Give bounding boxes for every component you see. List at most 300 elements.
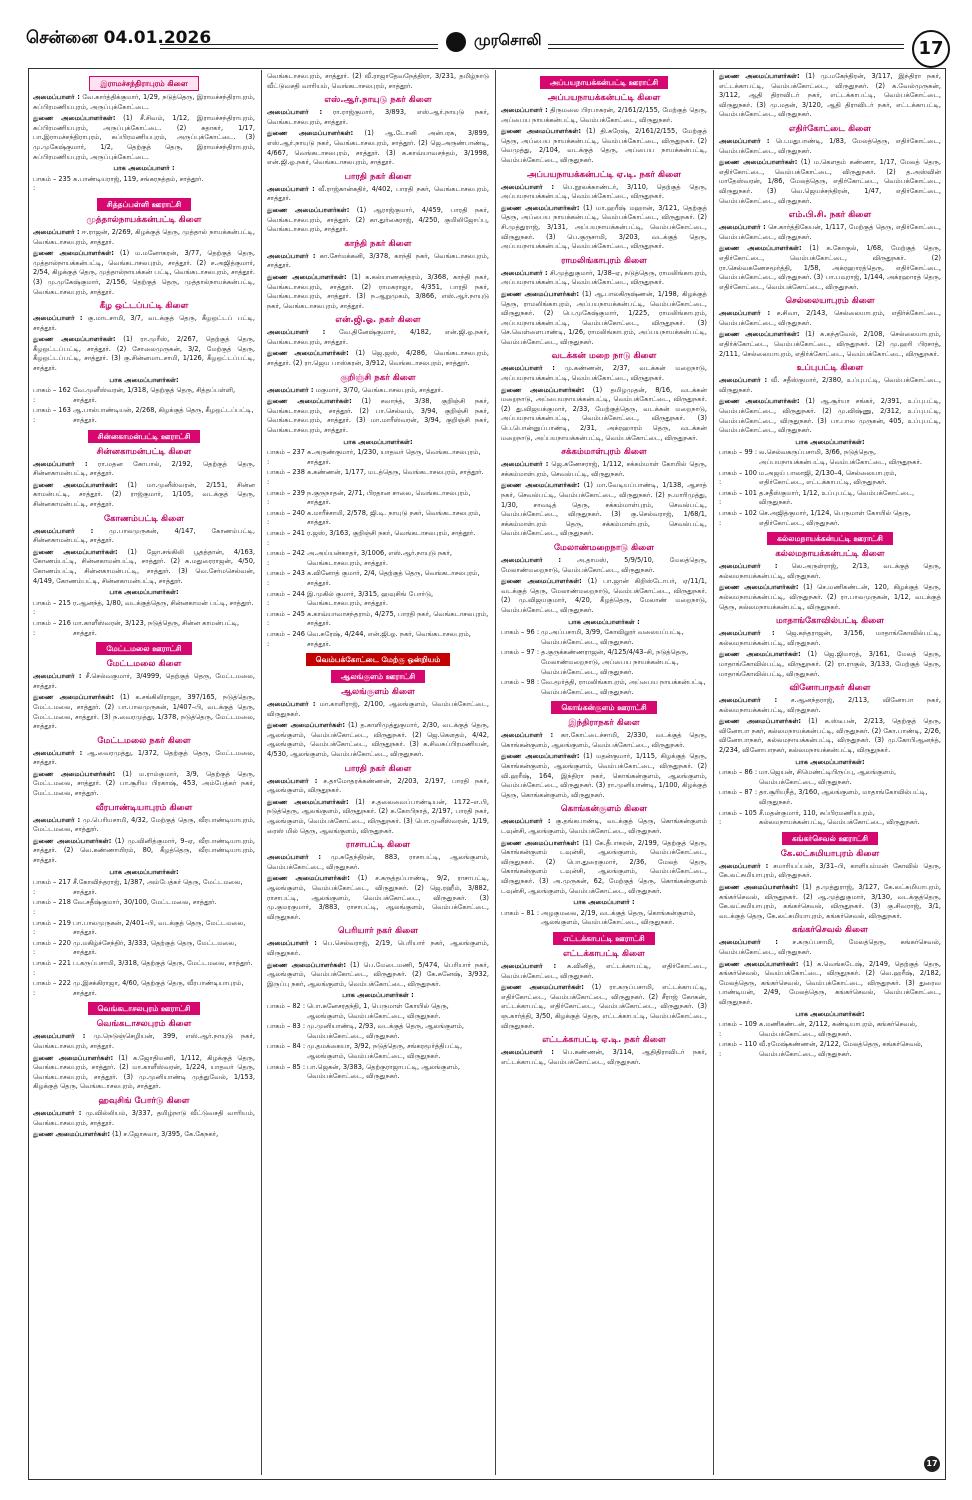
part-entry: [719, 768, 941, 787]
entry-role-label: துணை அமைப்பாளர்கள்:: [501, 577, 582, 586]
section-banner: வெங்கடாசலபுரம் ஊராட்சி: [88, 1002, 201, 1015]
part-number: பாகம் – 220 :: [33, 938, 71, 957]
entry-text: அ.தாமஸ், 5/9/5/10, மேலத்தெரு, மேலாண்மறைநாடு, வெம்பக்கோட்டை, விருதுநகர்.: [501, 555, 707, 574]
entry-paragraph: [501, 269, 707, 288]
part-entry: [33, 959, 255, 978]
section-banner: எட்டக்காபட்டி ஊராட்சி: [553, 932, 655, 945]
entry-role-label: அமைப்பாளர் :: [33, 815, 81, 824]
entry-paragraph: [33, 460, 255, 479]
entry-paragraph: [33, 672, 255, 691]
entry-text: (1) சீ.சிவம், 1/12, இராமச்சந்திராபுரம், சுப்பிரமணியபுரம், அருப்புக்கோட்டை. (2) சுதாகர், 1/17, பா.இராமச்சந்திராபுரம், சுப்பிரமணியபுரம், அருப்புக்கோட்டை. (3) மு.முகேஷ்குமார், 1/2, தெற்குத் தெரு, இராமச்சந்திராபுரம், சுப்பிரமணியபுரம், அருப்புக்கோட்டை.: [33, 114, 255, 161]
entry-role-label: அமைப்பாளர் :: [501, 817, 551, 826]
entry-text: (1) த.காளிமுத்துகுமார், 2/30, வடக்குத் தெரு, ஆலங்குளம், வெம்பக்கோட்டை, விருதுநகர். (2) ஜெ.கௌதம், 4/42, ஆலங்குளம், வெம்பக்கோட்டை, விருதுநகர். (3) க.சிவசுப்பிரமணியன், 4/530, ஆலங்குளம், வெம்பக்கோட்டை, விருதுநகர்.: [267, 721, 489, 759]
part-number: பாகம் – 237 :: [267, 448, 305, 466]
section-banner: சித்தப்பள்ளி ஊராட்சி: [97, 198, 191, 211]
part-number: பாகம் – 239 :: [267, 488, 305, 507]
entry-paragraph: [33, 335, 255, 373]
part-details: ர.ஜஸ், 3/163, குறிஞ்சி நகர், வெங்கடாசலபுரம், சாத்தூர்.: [307, 528, 476, 537]
branch-heading: சக்கம்மாள்புரம் கிளை: [561, 447, 647, 458]
entry-paragraph: [33, 481, 255, 510]
entry-role-label: துணை அமைப்பாளர்கள்:: [719, 650, 801, 659]
entry-text: (1) மு.மகேந்திரன், 3/117, இந்திரா நகர், எட்டக்காபட்டி, வெம்பக்கோட்டை, விருதுநகர். (2) க.வேல்முருகன், 3/112, ஆதி திராவிடர் நகர், எட்டக்காபட்டி, வெம்பக்கோட்டை, விருதுநகர். (3) மு.மதன், 3/120, ஆதி திராவிடர் நகர், எட்டக்காபட்டி, வெம்பக்கோட்டை, விருதுநகர்.: [719, 72, 941, 119]
entry-text: (1) ஜெ.ஜிமாரத், 3/161, மேலத் தெரு, மாதாங்கோவில்பட்டி, விருதுநகர். (2) ரா.ராகுல், 3/133, மேற்குத் தெரு, மாதாங்கோவில்பட்டி, விருதுநகர்.: [719, 650, 941, 678]
part-details: மு.அப்பசாமி, 3/99, கோவிலூர் வலையப்பட்டி, வெம்பக்கோட்டை, விருதுநகர்.: [541, 628, 684, 646]
entry-paragraph: [267, 777, 489, 796]
entry-text: மகுமார், 3/70, வெங்கடாசலபுரம், சாத்தூர்.: [315, 385, 444, 394]
entry-role-label: துணை அமைப்பாளர்கள்:: [719, 883, 799, 891]
part-details: சீ.மதன்குமார், 110, சுப்பிரமணியபுரம், கல்லமநாயக்கன்பட்டி, வெம்பக்கோட்டை, விருதுநகர்.: [759, 808, 920, 827]
branch-heading: ராசாபட்டி கிளை: [345, 840, 411, 851]
entry-text: மு.வில்லியம், 3/337, தமிழ்நாடு வீட்டுவசதி வாரியம், வெங்கடாசலபுரம், சாத்தூர்.: [33, 1108, 255, 1127]
entry-role-label: அமைப்பாளர் :: [33, 748, 83, 757]
entry-role-label: அமைப்பாளர் :: [267, 385, 314, 394]
entry-text: (1) ஆ.சூர்யா சங்கர், 2/391, உப்புபட்டி, வெம்பக்கோட்டை, விருதுநகர். (2) மு.விஷ்ணு, 2/312, உப்புபட்டி, வெம்பக்கோட்டை, விருதுநகர். (3) பா.பால முருகன், 405, உப்புபட்டி, வெம்பக்கோட்டை, விருதுநகர்.: [719, 397, 941, 435]
part-entry: [501, 678, 707, 697]
entry-text: (1) ஆராஜ்குமார், 4/459, பாரதி நகர், வெங்கடாசலபுரம், சாத்தூர். (2) கா.துர்கைராஜ், 4/250, குமிலிஜோப்பு, வெங்கடாசலபுரம், சாத்தூர்.: [267, 205, 489, 234]
entry-text: (1) செ.மணிகண்டன், 120, கிழக்குத் தெரு, கல்லமநாயக்கன்பட்டி, விருதுநகர். (2) ரா.பாலமுருகன், 1/12, வடக்குத் தெரு, கல்லமநாயக்கன்பட்டி, விருதுநகர்.: [719, 583, 941, 611]
part-entry: [719, 788, 941, 807]
column-1: [33, 72, 255, 1472]
part-number: பாகம் – 240 :: [267, 508, 305, 527]
part-number: பாகம் – 105 :: [719, 808, 757, 827]
section-banner: ஆலங்குளம் ஊராட்சி: [331, 670, 425, 683]
part-number: பாகம் – 241 :: [267, 528, 305, 547]
branch-heading: எம்.பி.சி. நகர் கிளை: [788, 210, 872, 221]
column-4: [719, 72, 941, 1472]
part-heading: பாக அமைப்பாளர்கள்:: [109, 588, 179, 597]
entry-text: ரா.மதன கோபால், 2/192, தெற்குத் தெரு, சின்னகாமன்பட்டி, சாத்தூர்.: [33, 459, 255, 478]
entry-role-label: அமைப்பாளர் :: [33, 1108, 82, 1117]
part-entry: [501, 909, 707, 928]
entry-role-label: அமைப்பாளர் :: [501, 961, 557, 970]
entry-role-label: துணை அமைப்பாளர்கள்:: [33, 335, 116, 344]
entry-role-label: துணை அமைப்பாளர்கள்:: [33, 693, 114, 702]
branch-heading: முத்தால்நாயக்கன்பட்டி கிளை: [86, 214, 202, 225]
part-details: மு.மகிழ்ச்சேந்திர், 3/333, தெற்குத் தெரு, மேட்டமலை, சாத்தூர்.: [73, 938, 237, 957]
entry-text: செ.கார்த்திகேயன், 1/117, மேற்குத் தெரு, எதிர்கோட்டை, வெம்பக்கோட்டை, விருதுநகர்.: [719, 223, 941, 241]
entry-text: (1) க.ஜோதிமணி, 1/112, கிழக்குத் தெரு, வெங்கடாசலபுரம், சாத்தூர். (2) மா.காளீஸ்வரன், 1/224, யாதவர் தெரு, வெங்கடாசலபுரம், சாத்தூர். (3) மு.முனியாண்டி முத்துவேல், 1/153, கிழக்குத் தெரு, வெங்கடாசலபுரம், சாத்தூர்.: [33, 1053, 255, 1091]
part-details: பா.பாலமுருகன், 2/401–பி, வடக்குத் தெரு, மேட்டமலை, சாத்தூர்.: [73, 918, 246, 937]
entry-text: கு.தங்கபாண்டி, வடக்குத் தெரு, கொங்கன்குளம் டவுன்சி, ஆலங்குளம், வெம்பக்கோட்டை, விருதுநகர்.: [501, 817, 707, 836]
entry-role-label: அமைப்பாளர் :: [33, 227, 80, 236]
entry-paragraph: [33, 114, 255, 162]
masthead: [0, 0, 972, 60]
part-entry: [267, 468, 489, 487]
entry-text: (1) சவாந்த், 3/38, குறிஞ்சி நகர், வெங்கடாசலபுரம், சாத்தூர். (2) பா.செல்வம், 3/94, குறிஞ்சி நகர், வெங்கடாசலபுரம், சாத்தூர். (3) மா.மாரீஸ்வரன், 3/94, குறிஞ்சி நகர், வெங்கடாசலபுரம், சாத்தூர்.: [267, 397, 489, 435]
entry-paragraph: [33, 693, 255, 731]
part-entry: [267, 529, 489, 548]
part-details: மா.காளீஸ்வரன், 3/123, நடுத்தெரு, சின்ன காமன்பட்டி, சாத்தூர்.: [73, 618, 240, 637]
entry-text: திருமலை பிரபாகரன், 2/161/2/155, மேற்குத் தெரு, அப்பைய நாயக்கன்பட்டி, வெம்பக்கோட்டை, விருதுநகர்.: [501, 106, 707, 124]
part-details: மு.இசக்கிராஜா, 4/60, தெற்குத் தெரு, வீரபாண்டியாபுரம், சாத்தூர்.: [73, 979, 244, 997]
entry-paragraph: [501, 460, 707, 479]
entry-role-label: துணை அமைப்பாளர்கள்:: [33, 114, 116, 123]
section-banner: கங்கர்செவல் ஊராட்சி: [782, 832, 878, 845]
entry-text: மா.காளிராஜ், 2/100, ஆலங்குளம், வெம்பக்கோட்டை, விருதுநகர்.: [267, 700, 489, 718]
entry-paragraph: [501, 962, 707, 981]
part-details: த.குருக்கண்ணராஜன், 4/125/4/43–சி, நடுத்தெரு, மேலாண்மறைநாடு, அப்பைய நாயக்கன்பட்டி, வெம்பக்கோட்டை, விருதுநகர்.: [541, 648, 689, 676]
entry-text: மு.பாலமுருகன், 4/147, கோணம்பட்டி, சின்னகாமன்பட்டி, சாத்தூர்.: [33, 526, 255, 545]
part-entry: [719, 809, 941, 828]
part-heading: பாக அமைப்பாளர்கள்:: [109, 867, 179, 876]
part-number: பாகம் – 83 :: [267, 1022, 306, 1031]
part-number: பாகம் – 246 :: [267, 629, 305, 648]
section-banner: மேட்டமலை ஊராட்சி: [96, 642, 191, 655]
entry-paragraph: [33, 249, 255, 297]
entry-role-label: துணை அமைப்பாளர்கள்:: [719, 959, 799, 968]
entry-role-label: அமைப்பாளர் :: [719, 376, 768, 385]
branch-heading: கங்கர்செவல் கிளை: [792, 925, 868, 936]
part-heading: பாக அமைப்பாளர்கள் :: [342, 991, 414, 1000]
part-details: மா.ஜெயன், சிமெண்ட்டிபிருப்பு, ஆலங்குளம், வெம்பக்கோட்டை, விருதுநகர்.: [759, 768, 897, 786]
branch-heading: வினோபாநகர் கிளை: [789, 683, 871, 694]
entry-text: (1) ஜோ.சங்கிலி பூதத்தான், 4/163, கோணம்பட்டி, சின்னகாமன்பட்டி, சாத்தூர். (2) சு.மதுரைராஜன், 4/50, கோணம்பட்டி, சின்னகாமன்பட்டி, சாத்தூர். (3) வெ.சேர்மசெல்வன், 4/149, கோணம்பட்டி, சின்னகாமன்பட்டி, சாத்தூர்.: [33, 547, 255, 585]
entry-paragraph: [267, 129, 489, 167]
entry-role-label: அமைப்பாளர் :: [501, 555, 562, 564]
entry-paragraph: [719, 717, 941, 755]
part-number: பாகம் – 221 :: [33, 958, 71, 977]
entry-role-label: துணை அமைப்பாளர்கள்:: [501, 838, 580, 847]
entry-text: சீ.செல்வகுமார், 3/4999, தெற்குத் தெரு, மேட்டமலை, சாத்தூர்.: [33, 672, 255, 690]
entry-paragraph: [719, 330, 941, 359]
part-number: பாகம் – 162 :: [33, 386, 71, 404]
branch-heading: மேட்டமலை கிளை: [106, 659, 182, 670]
part-entry: [719, 448, 941, 467]
entry-text: ஈ.ராஜன், 2/269, கிழக்குத் தெரு, முத்தால் நாயக்கன்பட்டி, வெங்கடாசலபுரம், சாத்தூர்.: [33, 227, 255, 246]
entry-role-label: துணை அமைப்பாளர்கள்:: [33, 1130, 110, 1139]
part-details: பா.ஜெகன், 3/383, தெற்குராஜாபட்டி, ஆலங்குளம், வெம்பக்கோட்டை, விருதுநகர்.: [307, 1062, 460, 1081]
part-number: பாகம் – 98 :: [501, 678, 540, 687]
entry-role-label: துணை அமைப்பாளர்கள்:: [267, 349, 349, 358]
entry-role-label: துணை அமைப்பாளர்கள்:: [501, 385, 585, 394]
part-entry: [33, 898, 255, 917]
part-details: மு.முனியாண்டி, 2/93, வடக்குத் தெரு, ஆலங்குளம், வெம்பக்கோட்டை, விருதுநகர்.: [307, 1022, 465, 1040]
entry-role-label: அமைப்பாளர் :: [719, 562, 778, 571]
branch-heading: அப்பயநாயக்கன்பட்டி ஏ.டி. நகர் கிளை: [527, 169, 681, 180]
entry-paragraph: [501, 364, 707, 383]
entry-text: (1) க.கோகுல், 1/68, மேற்குத் தெரு, எதிர்கோட்டை, வெம்பக்கோட்டை, விருதுநகர். (2) ரா.செல்வகணேசமூர்த்தி, 1/58, அக்ரஹாரத்தெரு, எதிர்கோட்டை, வெம்பக்கோட்டை, விருதுநகர். (3) பா.பவுராஜ், 1/144, அக்ரஹாரத் தெரு, எதிர்கோட்டை, வெம்பக்கோட்டை, விருதுநகர்.: [719, 244, 941, 291]
part-entry: [33, 406, 255, 425]
part-details: ப.கருப்பசாமி, 3/318, தெற்குத் தெரு, மேட்டமலை, சாத்தூர்.: [73, 958, 253, 967]
entry-paragraph: [501, 817, 707, 836]
entry-role-label: அமைப்பாளர் :: [501, 268, 548, 277]
entry-paragraph: [501, 290, 707, 348]
entry-text: வீ. சதீஸ்குமார், 2/380, உப்புபட்டி, வெம்பக்கோட்டை, விருதுநகர்.: [719, 376, 941, 394]
entry-role-label: துணை அமைப்பாளர்கள்:: [33, 836, 112, 845]
issue-date: சென்னை 04.01.2026: [26, 28, 212, 48]
entry-text: சி.முத்துகுமார், 1/38–ஏ, நடுத்தெரு, ராமலிங்காபுரம், அப்பயநாயக்கன்பட்டி, வெம்பக்கோட்டை, விருதுநகர்.: [501, 268, 707, 287]
entry-role-label: துணை அமைப்பாளர்கள்:: [267, 797, 349, 806]
column-divider-3: [713, 70, 714, 1475]
part-number: பாகம் – 109 :: [719, 1020, 757, 1038]
part-heading: பாக அமைப்பாளர் :: [113, 164, 175, 173]
part-entry: [33, 175, 255, 194]
branch-heading: சின்னகாமன்பட்டி கிளை: [96, 446, 192, 457]
part-heading: பாக அமைப்பாளர்கள்:: [795, 757, 865, 766]
entry-paragraph: [501, 386, 707, 444]
entry-paragraph: [267, 397, 489, 435]
branch-heading: காந்தி நகர் கிளை: [344, 238, 412, 249]
entry-paragraph: [719, 960, 941, 1008]
entry-role-label: துணை அமைப்பாளர்கள்:: [267, 960, 346, 969]
entry-paragraph: [501, 183, 707, 202]
part-number: பாகம் – 243 :: [267, 569, 305, 587]
part-number: பாகம் – 81 :: [501, 908, 540, 917]
entry-paragraph: [719, 137, 941, 156]
entry-paragraph: [719, 223, 941, 242]
part-entry: [267, 630, 489, 649]
branch-heading: உப்புபட்டி கிளை: [796, 363, 864, 374]
entry-text: (1) க.கந்தவேல், 2/108, செல்லையாபுரம், எதிர்க்கோட்டை, வெம்பக்கோட்டை, விருதுநகர். (2) மு.ஹரி பிரசாத், 2/111, செல்லையாபுரம், எதிர்க்கோட்டை, வெம்பக்கோட்டை, விருதுநகர்.: [719, 330, 941, 358]
entry-text: வே.தினேஷ்குமார், 4/182, என்.ஜி.ஓ.நகர், வெங்கடாசலபுரம், சாத்தூர்.: [267, 328, 489, 346]
entry-paragraph: [33, 93, 255, 112]
entry-paragraph: [501, 983, 707, 1031]
part-entry: [501, 628, 707, 647]
entry-paragraph: [267, 72, 489, 91]
entry-text: ஜெ.கணேசராஜ், 1/112, சக்கம்மாள் கோயில் தெரு, சக்கம்மாள்புரம், செவல்பட்டி, விருதுநகர்.: [501, 460, 707, 478]
entry-paragraph: [267, 939, 489, 958]
part-details: அ.அய்யன்காதர், 3/1006, எஸ்.ஆர்.நாயுடு நகர், வெங்கடாசலபுரம், சாத்தூர்.: [307, 549, 452, 567]
rising-sun-logo-icon: [446, 32, 466, 52]
part-details: வே.சதீஷ்குமார், 30/100, மேட்டமலை, சாத்தூர்.: [73, 898, 217, 907]
entry-text: (1) ஜெ.ஜஸ், 4/286, வெங்கடாசலபுரம், சாத்தூர். (2) ரா.ஜெய பாஸ்கரன், 3/912, வெங்கடாசலபுரம், சாத்தூர்.: [267, 349, 489, 368]
entry-paragraph: [719, 862, 941, 881]
branch-heading: ராமலிங்காபுரம் கிளை: [561, 255, 647, 266]
entry-paragraph: [33, 548, 255, 586]
entry-text: (1) க.சங்கிலிராஜா, 397/165, நடுத்தெரு, மேட்டமலை, சாத்தூர். (2) பா.பாலமுருகன், 1/407–பி, வடக்குத் தெரு, மேட்டமலை, சாத்தூர். (3) ந.வைரமுத்து, 1/378, நடுத்தெரு, மேட்டமலை, சாத்தூர்.: [33, 693, 255, 731]
part-entry: [267, 509, 489, 528]
part-details: க.மாரீச்சாமி, 2/578, ஜி.டி. நாயுடு நகர், வெங்கடாசலபுரம், சாத்தூர்.: [307, 508, 481, 527]
entry-paragraph: [501, 481, 707, 539]
entry-role-label: துணை அமைப்பாளர்கள்:: [501, 752, 580, 761]
entry-paragraph: [719, 72, 941, 120]
entry-paragraph: [719, 938, 941, 957]
entry-paragraph: [267, 252, 489, 271]
entry-paragraph: [267, 961, 489, 990]
part-heading: பாக அமைப்பாளர் :: [573, 898, 635, 907]
part-details: க.வினோத் குமார், 2/4, தெற்குத் தெரு, வெங்கடாசலபுரம், சாத்தூர்.: [307, 569, 480, 587]
entry-paragraph: [719, 397, 941, 435]
entry-paragraph: [719, 309, 941, 328]
section-banner: வெம்பக்கோட்டை மேற்கு ஒன்றியம்: [306, 653, 451, 666]
part-entry: [267, 610, 489, 629]
entry-paragraph: [719, 562, 941, 581]
part-details: செ.அஜித்குமார், 1/124, பெருமாள் கோயில் தெரு, எதிர்கோட்டை, விருதுநகர்.: [759, 508, 911, 527]
entry-role-label: அமைப்பாளர் :: [33, 459, 88, 468]
entry-paragraph: [33, 816, 255, 835]
branch-heading: என்.ஜி.ஓ. நகர் கிளை: [335, 315, 421, 326]
part-number: பாகம் – 235 :: [33, 174, 71, 193]
section-banner: அப்பயநாயக்கன்பட்டி ஊராட்சி: [540, 76, 669, 89]
entry-paragraph: [267, 853, 489, 872]
part-entry: [267, 590, 489, 609]
entry-text: (1) ம.ராம்குமார், 3/9, தெற்குத் தெரு, மேட்டமலை, சாத்தூர். (2) பா.சூரிய பிரகாஷ், 453, அம்பேத்கர் நகர், மேட்டமலை, சாத்தூர்.: [33, 769, 255, 798]
entry-text: மு.பெரியசாமி, 4/32, மேற்குத் தெரு, வீரபாண்டியாபுரம், மேட்டமலை, சாத்தூர்.: [33, 815, 255, 834]
part-number: பாகம் – 215 :: [33, 598, 71, 617]
entry-role-label: அமைப்பாளர் :: [719, 861, 769, 870]
entry-role-label: அமைப்பாளர் :: [267, 853, 322, 862]
section-banner: கல்லமநாயக்கன்பட்டி ஊராட்சி: [767, 532, 893, 545]
branch-heading: மாதாங்கோவில்பட்டி கிளை: [775, 616, 884, 627]
part-heading: பாக அமைப்பாளர்கள்:: [343, 437, 413, 446]
part-heading: பாக அமைப்பாளர்கள்:: [795, 437, 865, 446]
branch-heading: கோணம்பட்டி கிளை: [104, 513, 184, 524]
part-entry: [267, 569, 489, 588]
part-number: பாகம் – 216 :: [33, 618, 71, 637]
entry-paragraph: [501, 127, 707, 165]
masthead-rule-right: [548, 44, 904, 49]
part-entry: [719, 489, 941, 508]
entry-paragraph: [33, 1109, 255, 1128]
entry-text: (1) க.வெங்கடேஷ், 2/149, தெற்குத் தெரு, கங்கர்செவல், வெம்பக்கோட்டை, விருதுநகர். (2) வெ.ஹரீஷ், 2/182, மேலத்தெரு, கங்கர்செவல், வெம்பக்கோட்டை, விருதுநகர். (3) துரைவ பாண்டியன், 2/49, மேலத்தெரு, கங்கர்செவல், வெம்பக்கோட்டை, விருதுநகர்.: [719, 959, 941, 1006]
part-entry: [33, 878, 255, 897]
entry-role-label: அமைப்பாளர் :: [719, 938, 778, 947]
entry-role-label: துணை அமைப்பாளர்கள்:: [267, 874, 350, 883]
entry-role-label: துணை அமைப்பாளர்கள்:: [501, 203, 580, 212]
entry-text: ச.சிவா, 2/143, செல்லையாபுரம், எதிர்க்கோட்டை, வெம்பக்கோட்டை, விருதுநகர்.: [719, 309, 941, 327]
entry-role-label: அமைப்பாளர் :: [33, 314, 83, 323]
branch-heading: கல்லமநாயக்கன்பட்டி கிளை: [775, 549, 885, 560]
entry-text: சமாரியப்பன், 3/31–பி, காளியம்மன் கோவில் தெரு, கே.லட்சுமியாபுரம், விருதுநகர்.: [719, 861, 941, 880]
newspaper-name: முரசொலி: [474, 31, 542, 49]
part-number: பாகம் – 82 :: [267, 1001, 306, 1010]
entry-role-label: துணை அமைப்பாளர்கள்:: [33, 547, 118, 556]
part-details: சீ.கோவிந்தராஜ், 1/387, அம்பேத்கர் தெரு, மேட்டமலை, சாத்தூர்.: [73, 878, 243, 896]
entry-role-label: அமைப்பாளர் :: [719, 629, 775, 638]
entry-role-label: அமைப்பாளர் :: [33, 526, 94, 535]
entry-text: ச.தாமோதரக்கண்ணன், 2/203, 2/197, பாரதி நகர், ஆலங்குளம், விருதுநகர்.: [267, 776, 489, 795]
entry-text: (1) க.ஸ்டீபன், 2/213, தெற்குத் தெரு, வினோபா நகர், கல்லமநாயக்கன்பட்டி, விருதுநகர். (2) கோ.பாண்டி, 2/26, வினோபாநகர், கல்லமநாயக்கன்பட்டி, விருதுநகர். (3) மு.கோபிஆனந்த், 2/234, வினோபாநகர், கல்லமநாயக்கன்பட்டி, விருதுநகர்.: [719, 717, 941, 755]
entry-text: (1) ச.ஜோசுவா, 3/395, கே.கேநகர்,: [112, 1130, 219, 1139]
entry-role-label: துணை அமைப்பாளர்கள்:: [501, 481, 580, 490]
entry-text: சு.வினித், எட்டக்காபட்டி, எதிர்கோட்டை, வெம்பக்கோட்டை, விருதுநகர்.: [501, 961, 707, 980]
branch-heading: பெரியார் நகர் கிளை: [337, 926, 419, 937]
part-details: த.சதீஸ்குமார், 1/12, உப்புபட்டி, வெம்பக்கோட்டை, விருதுநகர்.: [759, 488, 915, 507]
entry-role-label: அமைப்பாளர் :: [501, 460, 549, 469]
entry-text: கா.சேர்மக்கனி, 3/378, காந்தி நகர், வெங்கடாசலபுரம், சாத்தூர்.: [267, 251, 489, 270]
entry-paragraph: [33, 1054, 255, 1092]
entry-role-label: துணை அமைப்பாளர்கள்:: [501, 289, 579, 298]
entry-role-label: அமைப்பாளர் :: [267, 939, 317, 948]
part-number: பாகம் – 245 :: [267, 609, 305, 628]
part-entry: [501, 648, 707, 677]
entry-paragraph: [501, 204, 707, 252]
entry-role-label: துணை அமைப்பாளர்கள்:: [719, 583, 799, 592]
branch-heading: எட்டக்காபட்டி கிளை: [563, 948, 645, 959]
part-entry: [719, 1020, 941, 1039]
entry-text: (1) பெ.மேடைமணி, 5/474, பெரியார் நகர், ஆலங்குளம், வெம்பக்கோட்டை, விருதுநகர். (2) கே.சுனேஷ், 3/932, இருப்பு நகர், ஆலங்குளம், வெம்பக்கோட்டை, விருதுநகர்.: [267, 960, 489, 988]
branch-heading: வீரபாண்டியாபுரம் கிளை: [95, 802, 193, 813]
part-number: பாகம் – 163 :: [33, 406, 71, 425]
entry-paragraph: [33, 1032, 255, 1051]
entry-role-label: அமைப்பாளர் :: [33, 672, 82, 681]
entry-role-label: அமைப்பாளர் :: [501, 182, 555, 191]
branch-heading: இந்திராநகர் கிளை: [568, 718, 640, 729]
branch-heading: எஸ்.ஆர்.நாயுடு நகர் கிளை: [324, 95, 432, 106]
column-divider-2: [495, 70, 496, 1475]
entry-text: (1) மா.வேடியப்பாண்டி, 1/138, ஆசாத் நகர், செவல்பட்டி, வெம்பக்கோட்டை, விருதுநகர். (2) ந.மாரிமுத்து, 1/30, சாவடித் தெரு, சக்கம்மாள்புரம், செவல்பட்டி, வெம்பக்கோட்டை, விருதுநகர். (3) கு.செல்வராஜ், 1/68/1, சக்கம்மாள்புரம் தெரு, சக்கம்மாள்புரம், செவல்பட்டி, வெம்பக்கோட்டை, விருதுநகர்.: [501, 481, 707, 538]
part-entry: [719, 509, 941, 528]
part-number: பாகம் – 96 :: [501, 628, 540, 637]
entry-paragraph: [501, 752, 707, 800]
entry-role-label: அமைப்பாளர் :: [267, 184, 315, 193]
branch-heading: ஹவுசிங் போர்டு கிளை: [98, 1095, 190, 1106]
part-number: பாகம் – 87 :: [719, 788, 758, 797]
part-details: வே.மூர்த்தி, ராமலிங்காபுரம், அப்பைய நாயக்கன்பட்டி, வெம்பக்கோட்டை, விருதுநகர்.: [541, 678, 706, 696]
branch-heading: எதிர்கோட்டை கிளை: [788, 123, 872, 134]
part-number: பாகம் – 99 :: [719, 448, 758, 457]
entry-text: மு.கண்ணன், 2/37, வடக்கன் மறைநாடு, அப்பயநாயக்கன்பட்டி, வெம்பக்கோட்டை, விருதுநகர்.: [501, 364, 707, 383]
part-entry: [267, 1022, 489, 1041]
entry-role-label: துணை அமைப்பாளர்கள்:: [33, 480, 118, 489]
entry-paragraph: [501, 106, 707, 125]
entry-text: பெ.நூலக்காண்டர், 3/110, தெற்குத் தெரு, அப்பயநாயக்கன்பட்டி, வெம்பக்கோட்டை, விருதுநகர்.: [501, 182, 707, 201]
part-details: க.பாண்டியராஜ், 119, சங்கரநத்தம், சாத்தூர்.: [73, 174, 204, 183]
entry-text: கா.கோட்டைச்சாமி, 2/330, வடக்குத் தெரு, கொங்கன்குளம், ஆலங்குளம், வெம்பக்கோட்டை, விருதுநகர்.: [501, 731, 707, 749]
entry-paragraph: [501, 1048, 707, 1067]
part-entry: [267, 1002, 489, 1021]
entry-text: (1) மா.முனீஸ்வரன், 2/151, சின்ன காமன்பட்டி, சாத்தூர். (2) ராஜ்குமார், 1/105, வடக்குத் தெரு, சின்னகாமன்பட்டி, சாத்தூர்.: [33, 480, 255, 508]
part-entry: [33, 386, 255, 405]
entry-paragraph: [33, 770, 255, 799]
part-entry: [719, 469, 941, 488]
entry-paragraph: [501, 556, 707, 575]
entry-role-label: அமைப்பாளர் :: [267, 700, 316, 709]
part-number: பாகம் – 238 :: [267, 468, 305, 486]
branch-heading: குறிஞ்சி நகர் கிளை: [340, 372, 416, 383]
entry-role-label: துணை அமைப்பாளர்கள்:: [33, 249, 114, 258]
part-details: மு.தமக்கையா, 3/92, நடுத்தெரு, சங்கரமூர்த்திபட்டி, ஆலங்குளம், வெம்பக்கோட்டை, விருதுநகர்.: [307, 1042, 463, 1060]
entry-paragraph: [267, 108, 489, 127]
entry-text: ச.கருப்பசாமி, மேலத்தெரு, கங்கர்செவல், வெம்பக்கோட்டை, விருதுநகர்.: [719, 938, 941, 956]
part-heading: பாக அமைப்பாளர்கள் :: [568, 617, 640, 626]
entry-role-label: துணை அமைப்பாளர்கள்:: [267, 205, 350, 214]
entry-text: பெ.செல்வராஜ், 2/19, பெரியார் நகர், ஆலங்குளம், விருதுநகர்.: [267, 939, 489, 957]
page-number-badge: 17: [912, 30, 950, 68]
part-details: ஆ.பால்பாண்டியன், 2/268, கிழக்குத் தெரு, கீழஒட்டப்பட்டி, சாத்தூர்.: [73, 406, 254, 425]
entry-text: (1) கே.தீபாகரன், 2/199, தெற்குத் தெரு, கொங்கன்குளம் டவுன்சி, ஆலங்குளம், வெம்பக்கோட்டை, விருதுநகர். (2) பொ.துரைகுமார், 2/36, மேலத் தெரு, கொங்கன்குளம் டவுன்சி, ஆலங்குளம், வெம்பக்கோட்டை, விருதுநகர். (3) அ.முருகன், 62, மேற்குத் தெரு, கொங்கன்குளம் டவுன்சி, ஆலங்குளம், வெம்பக்கோட்டை, விருதுநகர்.: [501, 838, 707, 895]
entry-paragraph: [719, 583, 941, 612]
section-banner: சின்னகாமன்பட்டி ஊராட்சி: [88, 430, 201, 443]
entry-paragraph: [267, 721, 489, 759]
part-entry: [267, 1042, 489, 1061]
entry-role-label: அமைப்பாளர் :: [267, 328, 326, 337]
entry-role-label: அமைப்பாளர் :: [33, 93, 80, 101]
part-details: வீ.ரமேஷ்கண்ணன், 2/122, மேலத்தெரு, கங்கர்செவல், வெம்பக்கோட்டை, விருதுநகர்.: [759, 1040, 923, 1058]
entry-paragraph: [719, 629, 941, 648]
entry-role-label: துணை அமைப்பாளர்கள்:: [719, 397, 800, 406]
entry-paragraph: [719, 650, 941, 679]
entry-role-label: துணை அமைப்பாளர்கள்:: [719, 72, 800, 80]
part-entry: [267, 489, 489, 508]
part-number: பாகம் – 242 :: [267, 549, 305, 567]
entry-text: மு.நெடுஞ்செழியன், 399, எஸ்.ஆர்.நாயுடு நகர், வெங்கடாசலபுரம், சாத்தூர்.: [33, 1032, 255, 1050]
part-entry: [33, 939, 255, 958]
entry-paragraph: [501, 731, 707, 750]
entry-paragraph: [267, 874, 489, 922]
entry-paragraph: [267, 386, 489, 396]
branch-heading: வெங்கடாசலபுரம் கிளை: [96, 1019, 192, 1030]
entry-role-label: துணை அமைப்பாளர்கள்:: [267, 397, 352, 406]
branch-heading: கீழ ஒட்டப்பட்டி கிளை: [99, 301, 189, 312]
part-details: பொ.சுனேசரதந்தி, 1, பெருமாள் கோயில் தெரு, ஆலங்குளம், வெம்பக்கோட்டை, விருதுநகர்.: [307, 1001, 449, 1020]
entry-text: ஜெ.கந்தராஜன், 3/156, மாதாங்கோவில்பட்டி, கல்லமநாயக்கன்பட்டி, விருதுநகர்.: [719, 629, 941, 647]
column-divider-1: [261, 70, 262, 1475]
entry-paragraph: [267, 798, 489, 836]
entry-paragraph: [719, 696, 941, 715]
part-details: தா.சூரியநீத், 3/160, ஆலங்குளம், மாதாங்கோவில்பட்டி, விருதுநகர்.: [759, 788, 928, 807]
entry-paragraph: [267, 185, 489, 204]
